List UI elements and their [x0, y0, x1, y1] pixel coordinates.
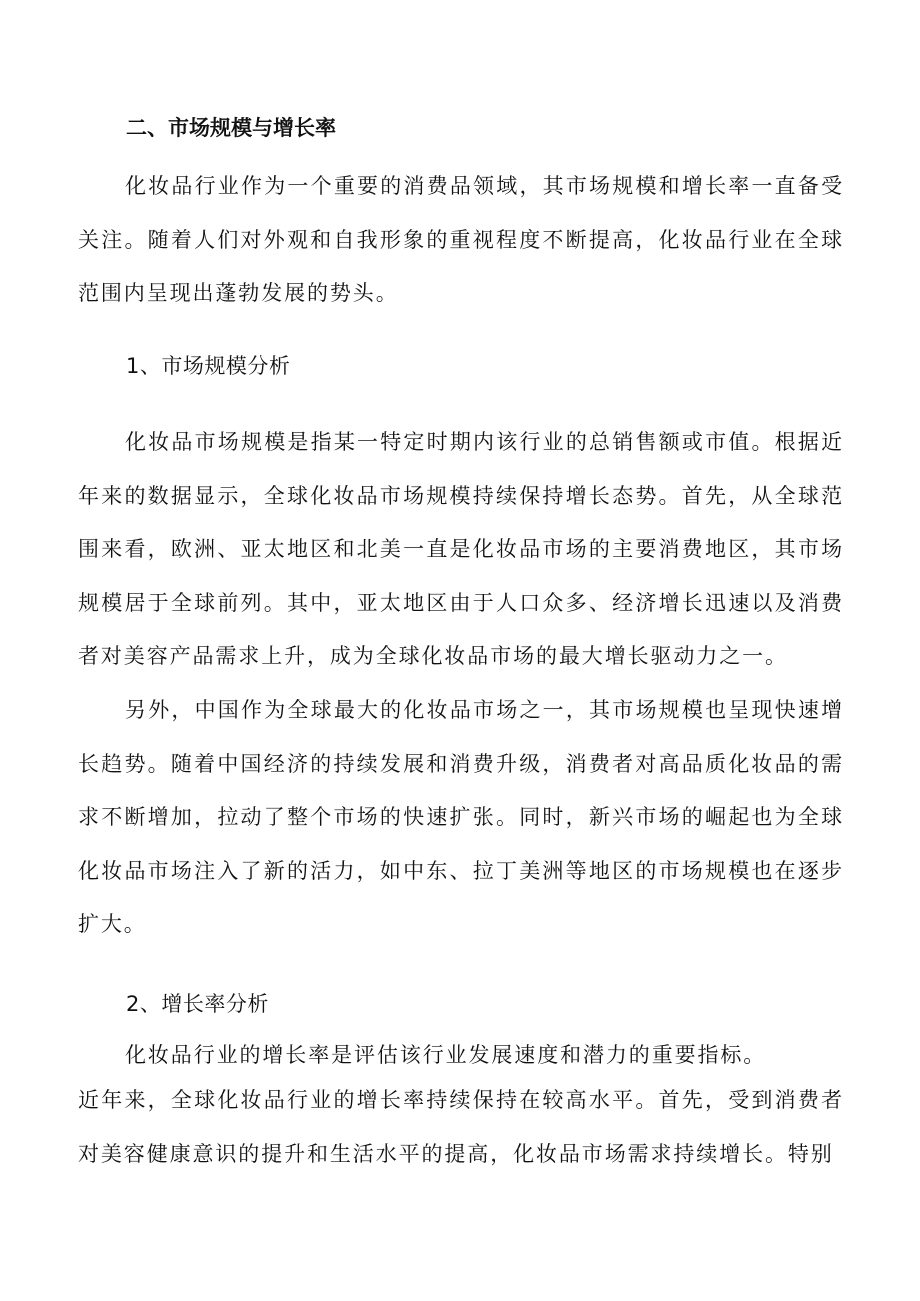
growth-rate-intro-line: 化妆品行业的增长率是评估该行业发展速度和潜力的重要指标。 [125, 1043, 767, 1067]
subsection-title-market-size: 1、市场规模分析 [126, 354, 291, 378]
market-size-paragraph-1: 化妆品市场规模是指某一特定时期内该行业的总销售额或市值。根据近年来的数据显示，全球化妆品市场规模持续保持增长态势。首先，从全球范围来看，欧洲、亚太地区和北美一直是化妆品市场的主要消费地区，其市场规模居于全球前列。其中，亚太地区由于人口众多、经济增长迅速以及消费者对美容产品需求上升，成为全球化妆品市场的最大增长驱动力之一。 [78, 430, 844, 668]
section-title: 二、市场规模与增长率 [126, 116, 336, 140]
growth-rate-paragraph: 近年来，全球化妆品行业的增长率持续保持在较高水平。首先，受到消费者对美容健康意识的提升和生活水平的提高，化妆品市场需求持续增长。特别 [78, 1088, 844, 1166]
subsection-title-growth-rate: 2、增长率分析 [126, 992, 269, 1016]
intro-paragraph: 化妆品行业作为一个重要的消费品领域，其市场规模和增长率一直备受关注。随着人们对外观和自我形象的重视程度不断提高，化妆品行业在全球范围内呈现出蓬勃发展的势头。 [78, 174, 844, 305]
market-size-paragraph-2: 另外，中国作为全球最大的化妆品市场之一，其市场规模也呈现快速增长趋势。随着中国经济的持续发展和消费升级，消费者对高品质化妆品的需求不断增加，拉动了整个市场的快速扩张。同时，新兴市场的崛起也为全球化妆品市场注入了新的活力，如中东、拉丁美洲等地区的市场规模也在逐步扩大。 [78, 698, 844, 936]
